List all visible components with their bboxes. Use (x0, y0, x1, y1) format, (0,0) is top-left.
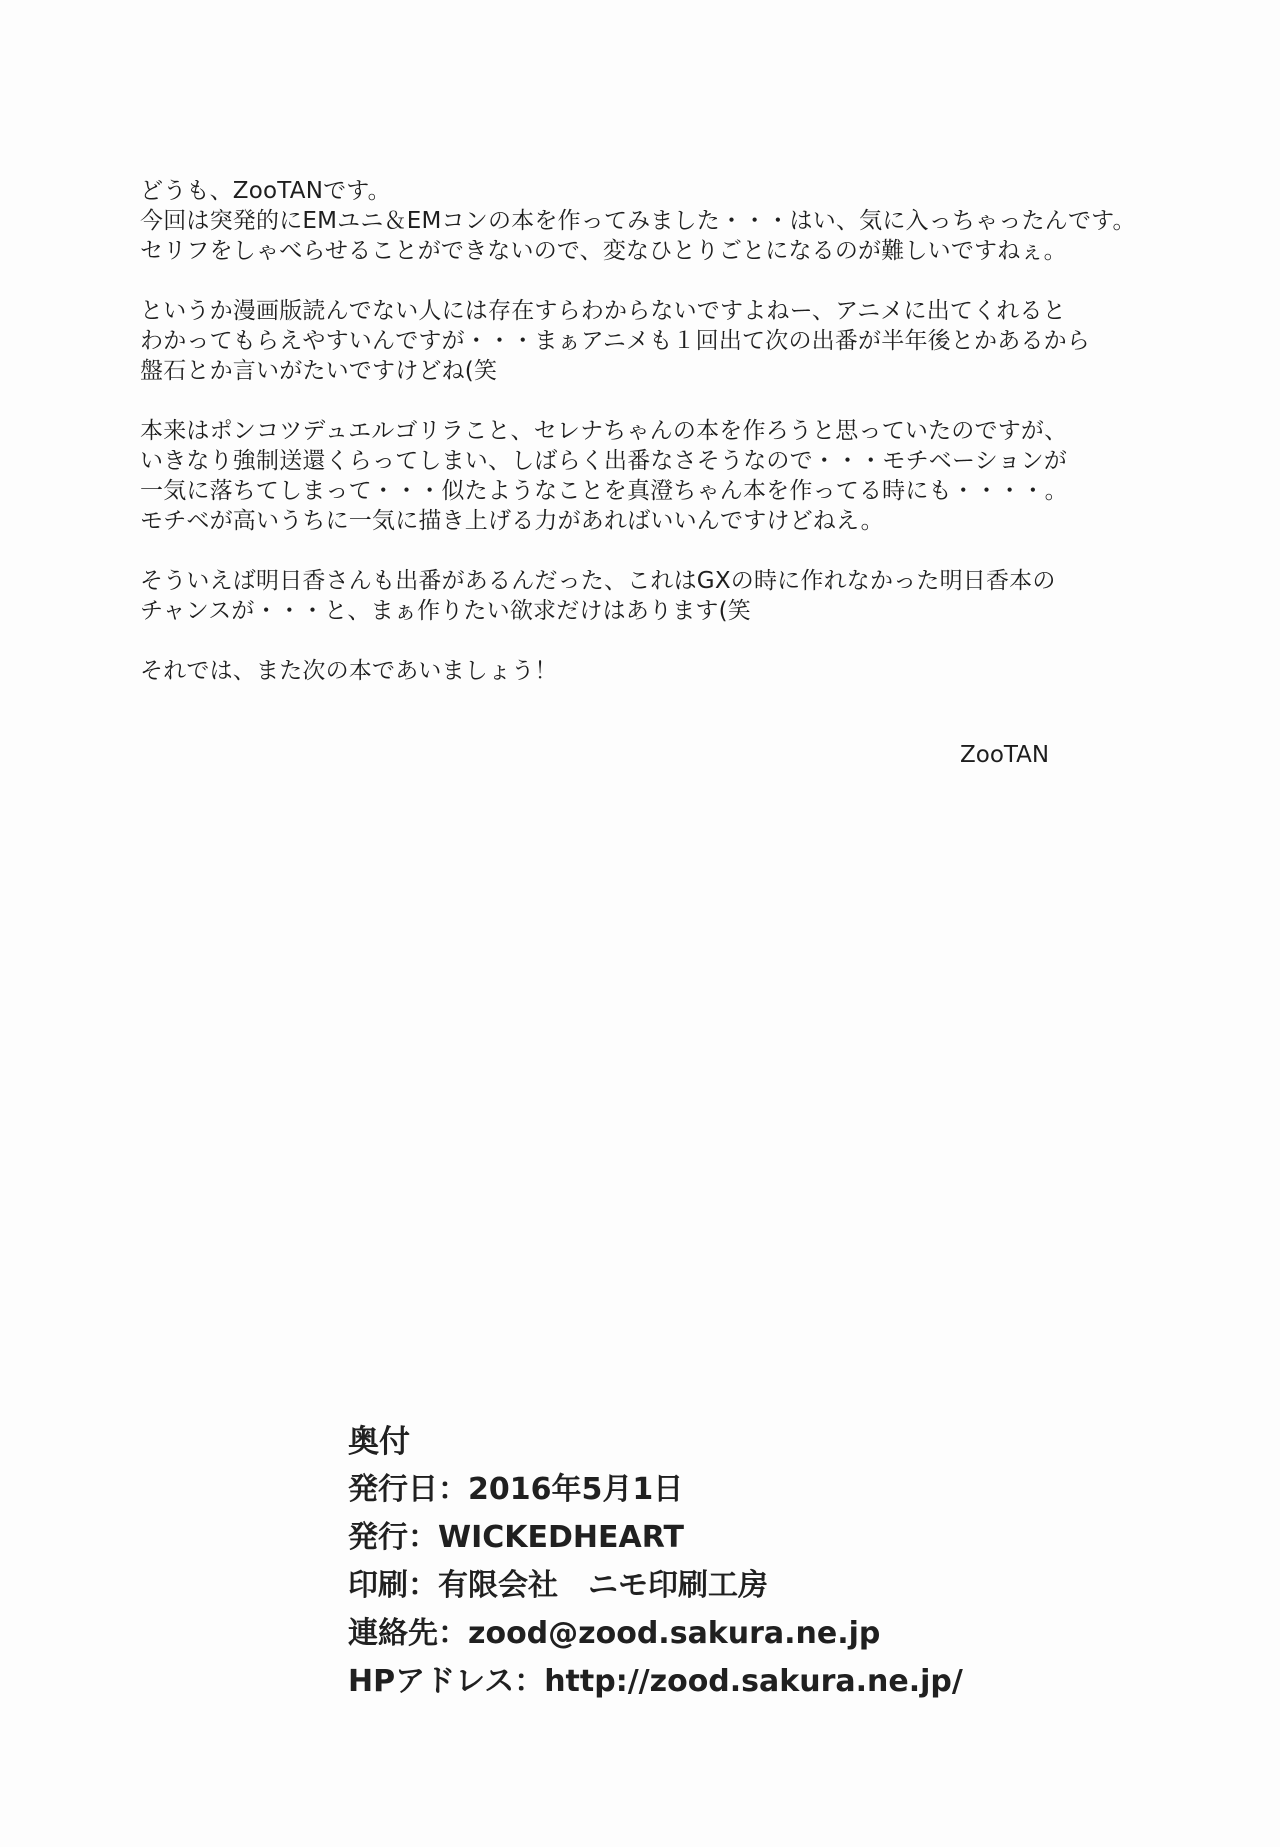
text-line: セリフをしゃべらせることができないので、変なひとりごとになるのが難しいですねぇ。 (140, 238, 1067, 264)
afterword-text (140, 176, 1140, 716)
author-signature: ZooTAN (960, 742, 1050, 768)
colophon-printer: 印刷：有限会社 ニモ印刷工房 (348, 1568, 768, 1603)
text-line: それでは、また次の本であいましょう！ (140, 658, 558, 684)
colophon-date: 発行日：2016年5月1日 (348, 1472, 684, 1507)
paragraph-serena (140, 416, 1140, 536)
text-line: モチベが高いうちに一気に描き上げる力があればいいんですけどねえ。 (140, 508, 884, 534)
colophon (348, 1418, 1148, 1706)
paragraph-manga (140, 296, 1140, 386)
colophon-heading: 奥付 (348, 1424, 410, 1460)
colophon-contact: 連絡先：zood@zood.sakura.ne.jp (348, 1616, 881, 1651)
text-line: わかってもらえやすいんですが・・・まぁアニメも１回出て次の出番が半年後とかあるから (140, 328, 1091, 354)
text-line: そういえば明日香さんも出番があるんだった、これはGXの時に作れなかった明日香本の (140, 568, 1056, 594)
colophon-homepage: HPアドレス：http://zood.sakura.ne.jp/ (348, 1664, 963, 1699)
paragraph-asuka (140, 566, 1140, 626)
text-line: 盤石とか言いがたいですけどね(笑 (140, 358, 498, 384)
paragraph-closing (140, 656, 1140, 686)
text-line: 一気に落ちてしまって・・・似たようなことを真澄ちゃん本を作ってる時にも・・・・。 (140, 478, 1068, 504)
text-line: どうも、ZooTANです。 (140, 178, 391, 204)
paragraph-greeting (140, 176, 1140, 266)
text-line: チャンスが・・・と、まぁ作りたい欲求だけはあります(笑 (140, 598, 751, 624)
text-line: 本来はポンコツデュエルゴリラこと、セレナちゃんの本を作ろうと思っていたのですが、 (140, 418, 1068, 444)
text-line: というか漫画版読んでない人には存在すらわからないですよねー、アニメに出てくれると (140, 298, 1066, 324)
colophon-publisher: 発行：WICKEDHEART (348, 1520, 684, 1555)
text-line: 今回は突発的にEMユニ＆EMコンの本を作ってみました・・・はい、気に入っちゃったんです。 (140, 208, 1136, 234)
text-line: いきなり強制送還くらってしまい、しばらく出番なさそうなので・・・モチベーションが (140, 448, 1068, 474)
